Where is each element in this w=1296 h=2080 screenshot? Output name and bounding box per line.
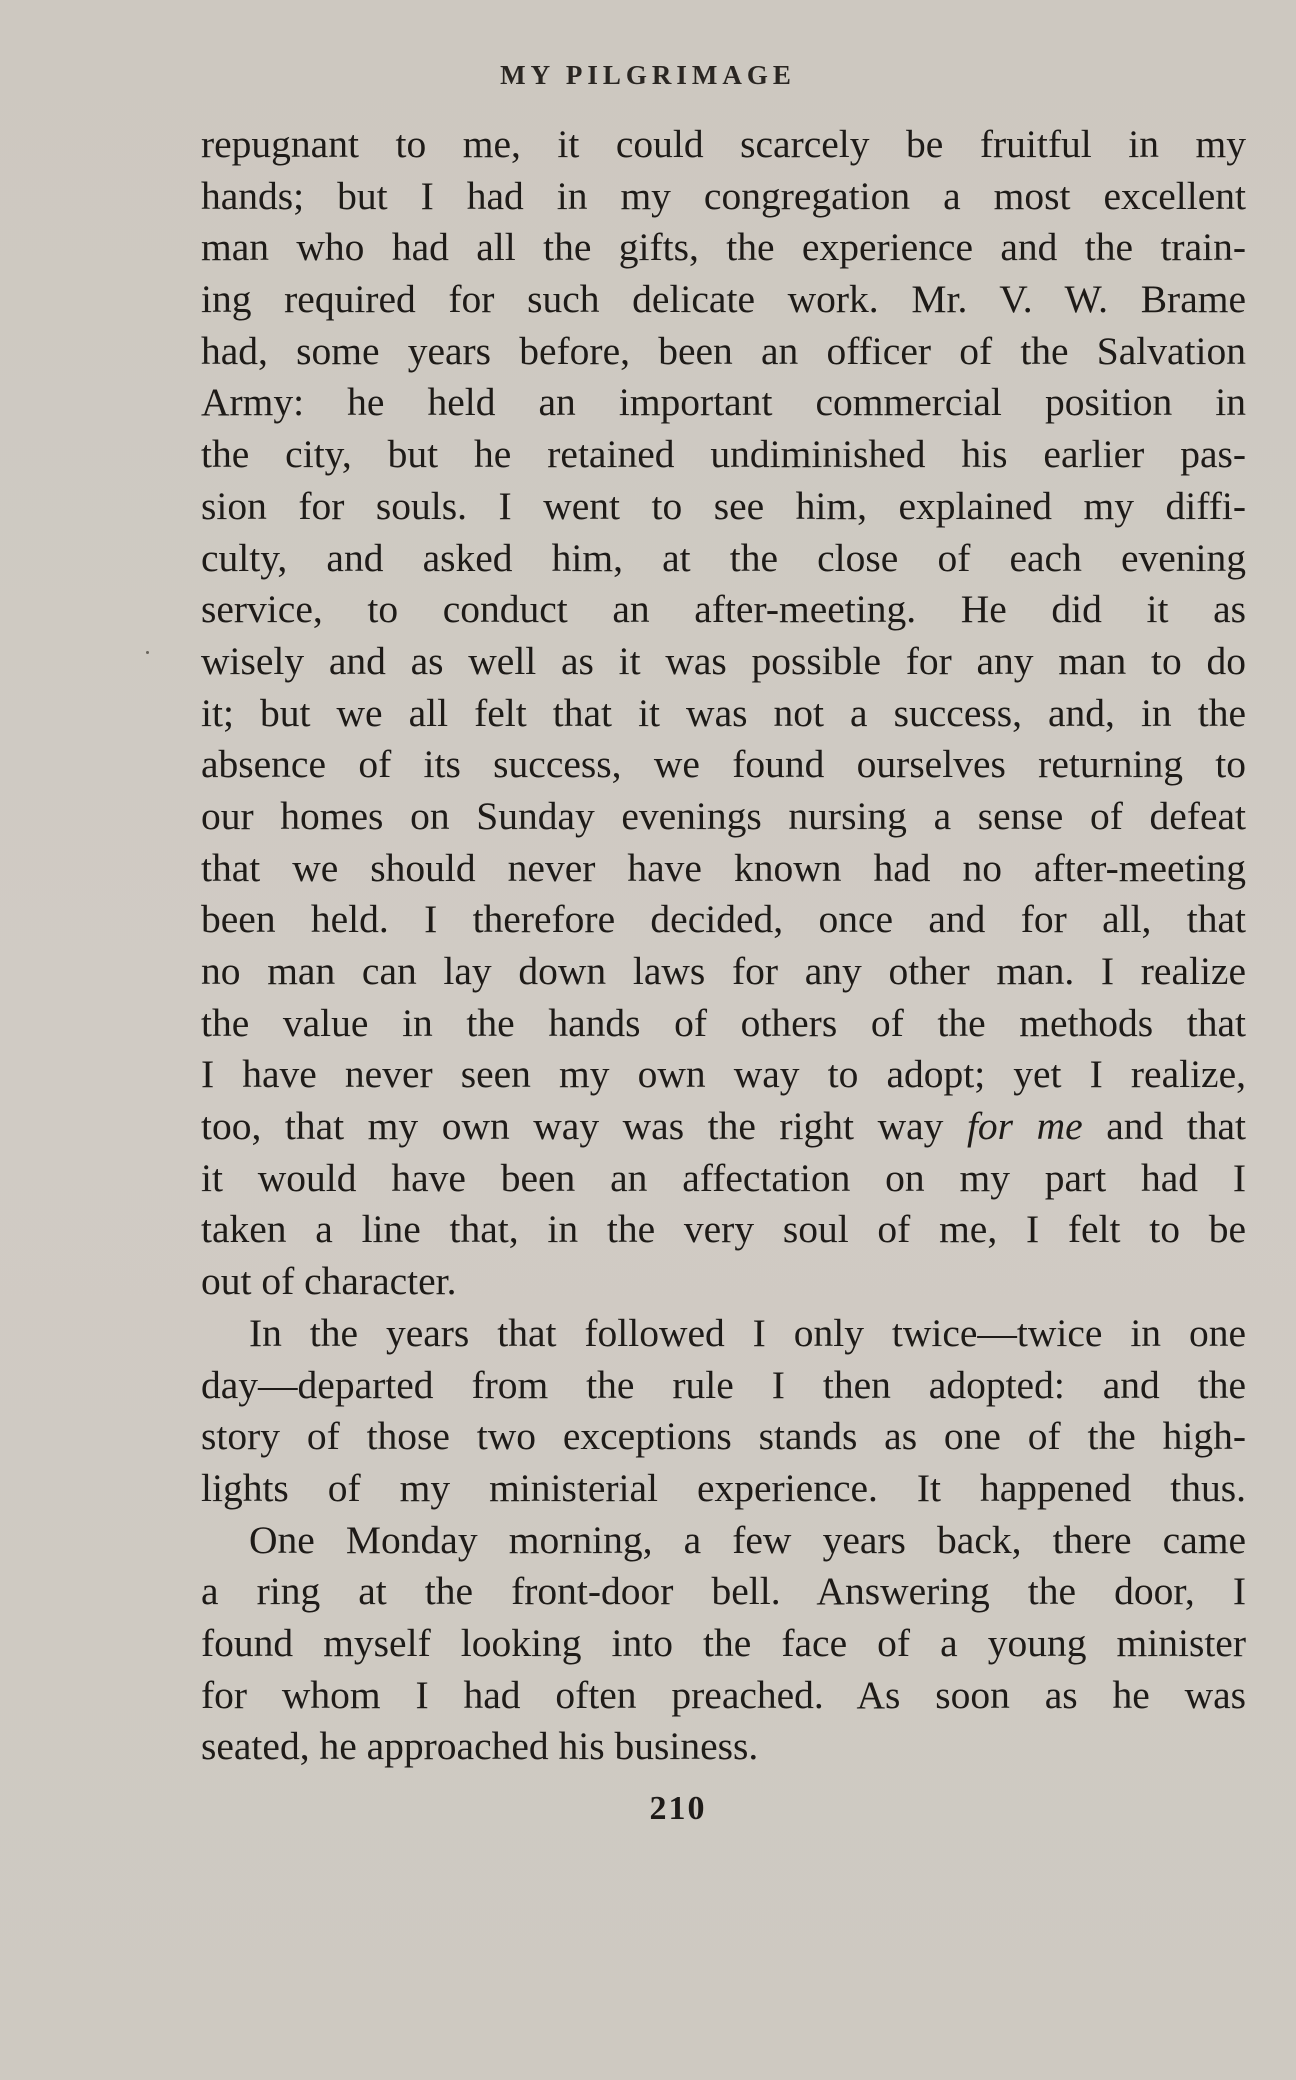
text-line: that we should never have known had no after-meeting xyxy=(201,845,1246,890)
body-text xyxy=(201,119,1246,1773)
text-run: too, that my own way was the right way xyxy=(201,1104,967,1149)
text-line: sion for souls. I went to see him, explained my diffi- xyxy=(201,483,1246,528)
text-line: day—departed from the rule I then adopted: and the xyxy=(201,1362,1246,1407)
text-line: service, to conduct an after-meeting. He did it as xyxy=(201,587,1246,632)
text-line: wisely and as well as it was possible for any man to do xyxy=(201,638,1246,683)
text-line: for whom I had often preached. As soon as he was xyxy=(201,1672,1246,1717)
text-line: One Monday morning, a few years back, there came xyxy=(249,1517,1246,1562)
text-line-with-italic xyxy=(201,1101,1246,1153)
text-line: story of those two exceptions stands as one of the high- xyxy=(201,1414,1246,1459)
text-line: it would have been an affectation on my part had I xyxy=(201,1155,1246,1200)
text-line: had, some years before, been an officer of the Salvation xyxy=(201,328,1246,373)
text-line: repugnant to me, it could scarcely be fruitful in my xyxy=(201,122,1246,166)
text-line: no man can lay down laws for any other man. I realize xyxy=(201,949,1246,993)
text-line: out of character. xyxy=(201,1259,457,1304)
text-line: hands; but I had in my congregation a most excellent xyxy=(201,173,1246,218)
text-line: been held. I therefore decided, once and for all, that xyxy=(201,897,1246,942)
text-line: In the years that followed I only twice—twice in one xyxy=(249,1310,1246,1355)
text-line: the city, but he retained undiminished his earlier pas- xyxy=(201,432,1246,477)
text-line: it; but we all felt that it was not a success, and, in the xyxy=(201,690,1246,735)
text-line: absence of its success, we found ourselves returning to xyxy=(201,742,1246,787)
text-line: taken a line that, in the very soul of me, I felt to be xyxy=(201,1207,1246,1252)
page-number: 210 xyxy=(649,1790,707,1827)
text-line: seated, he approached his business. xyxy=(201,1724,759,1769)
paper-speck xyxy=(146,651,149,654)
text-line: our homes on Sunday evenings nursing a sense of defeat xyxy=(201,793,1246,838)
text-line: ing required for such delicate work. Mr. V. W. Brame xyxy=(201,277,1246,322)
italic-emphasis: for me xyxy=(966,1104,1083,1149)
text-line: man who had all the gifts, the experience and the train- xyxy=(201,225,1246,270)
text-line: the value in the hands of others of the methods that xyxy=(201,1000,1246,1045)
text-line: I have never seen my own way to adopt; yet I realize, xyxy=(201,1052,1246,1097)
text-line: Army: he held an important commercial position in xyxy=(201,380,1246,425)
text-line: found myself looking into the face of a young minister xyxy=(201,1620,1246,1665)
running-head: MY PILGRIMAGE xyxy=(500,60,796,90)
text-line: culty, and asked him, at the close of each evening xyxy=(201,535,1246,580)
text-line: a ring at the front-door bell. Answering the door, I xyxy=(201,1569,1246,1614)
text-line: lights of my ministerial experience. It happened thus. xyxy=(201,1465,1246,1510)
text-run: and that xyxy=(1082,1104,1247,1149)
